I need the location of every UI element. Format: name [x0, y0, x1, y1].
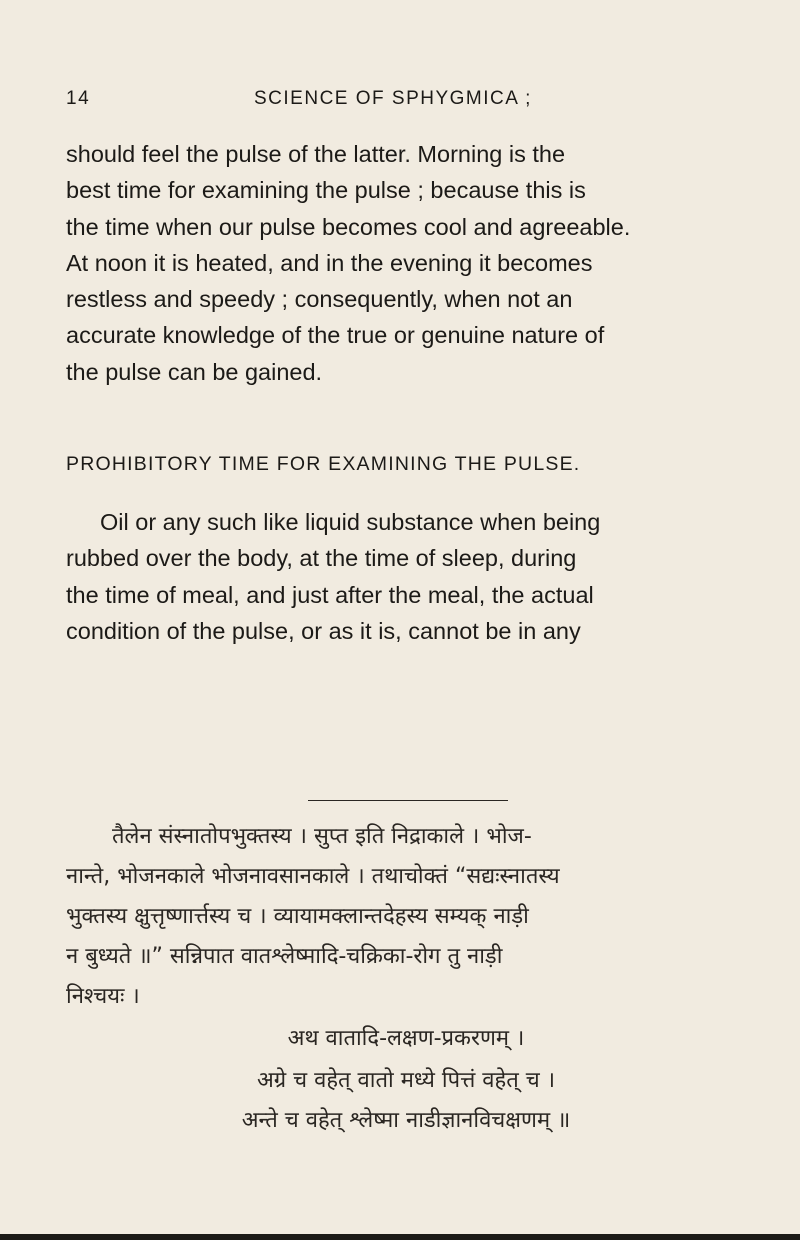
sanskrit-verse — [66, 820, 766, 1180]
section-heading: PROHIBITORY TIME FOR EXAMINING THE PULSE. — [66, 453, 581, 475]
page-edge-bar — [0, 1234, 800, 1240]
running-head: SCIENCE OF SPHYGMICA ; — [254, 88, 532, 109]
horizontal-rule — [308, 800, 508, 801]
text-line: condition of the pulse, or as it is, cannot be in any — [66, 617, 581, 644]
page-number: 14 — [66, 88, 91, 109]
text-line: At noon it is heated, and in the evening it becomes — [66, 249, 593, 276]
body-paragraph-1 — [66, 136, 746, 390]
text-line: the pulse can be gained. — [66, 358, 323, 385]
text-line: accurate knowledge of the true or genuine nature of — [66, 322, 605, 349]
text-line: Oil or any such like liquid substance when being — [100, 509, 601, 535]
text-line: should feel the pulse of the latter. Morning is the — [66, 141, 566, 167]
sanskrit-line: अग्रे च वहेत् वातो मध्ये पित्तं वहेत् च । — [256, 1068, 556, 1093]
sanskrit-line: अन्ते च वहेत् श्लेष्मा नाडीज्ञानविचक्षणम् ॥ — [241, 1108, 571, 1133]
text-line: the time of meal, and just after the meal, the actual — [66, 581, 594, 608]
text-line: restless and speedy ; consequently, when not an — [66, 286, 573, 313]
text-line: the time when our pulse becomes cool and agreeable. — [66, 213, 631, 240]
text-line: rubbed over the body, at the time of sleep, during — [66, 545, 577, 572]
sanskrit-line: निश्चयः । — [66, 984, 140, 1009]
sanskrit-line: भुक्तस्य क्षुत्तृष्णार्त्तस्य च । व्यायामक्लान्तदेहस्य सम्यक् नाड़ी — [66, 904, 529, 929]
text-line: best time for examining the pulse ; because this is — [66, 177, 586, 204]
page-header — [66, 88, 736, 118]
body-paragraph-2 — [66, 504, 746, 649]
sanskrit-line: तैलेन संस्नातोपभुक्तस्य । सुप्त इति निद्राकाले । भोज- — [112, 824, 532, 849]
sanskrit-line: न बुध्यते ॥” सन्निपात वातश्लेष्मादि-चक्रिका-रोग तु नाड़ी — [66, 944, 503, 969]
sanskrit-line: अथ वातादि-लक्षण-प्रकरणम् । — [287, 1026, 525, 1051]
sanskrit-line: नान्ते, भोजनकाले भोजनावसानकाले । तथाचोक्तं “सद्यःस्नातस्य — [66, 864, 560, 889]
